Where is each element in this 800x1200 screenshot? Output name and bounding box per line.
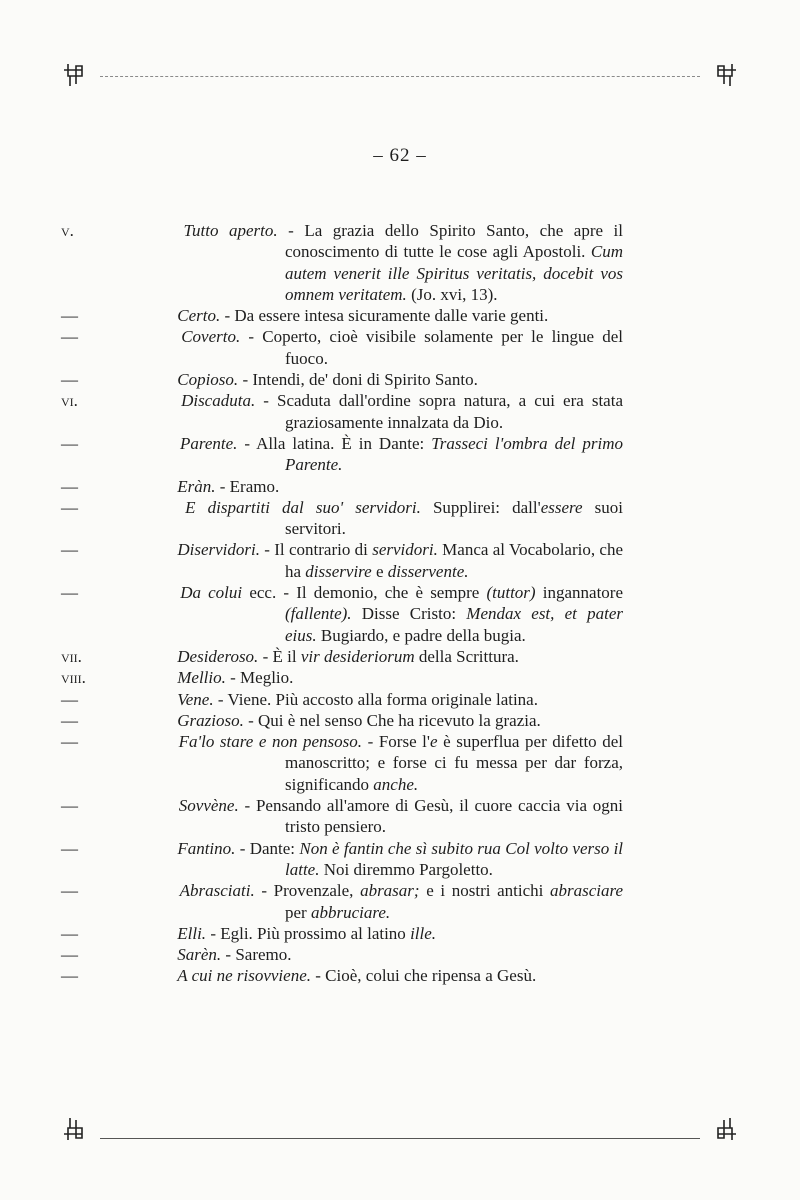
italic-text: Trasseci l'ombra del primo Parente. (285, 433, 623, 475)
note-entry: — A cui ne risovviene. - Cioè, colui che ripensa a Gesù. (61, 966, 537, 986)
italic-text: ille. (410, 923, 437, 943)
entry-text: - Eramo. (215, 476, 280, 496)
entry-text: Disse Cristo: (351, 604, 467, 624)
note-entry: — Coverto. - Coperto, cioè visibile solamente per le lingue del fuoco. (61, 327, 623, 368)
italic-text: Diservidori. (177, 540, 260, 560)
entry-text: della Scrittura. (414, 646, 519, 666)
entry-text: Supplirei: dall' (420, 497, 541, 517)
italic-text: Non è fantin che sì subito rua Col volto verso il latte. (285, 838, 624, 879)
note-entry: — Grazioso. - Qui è nel senso Che ha ricevuto la grazia. (61, 710, 541, 730)
entry-text: - Coperto, cioè visibile solamente per le lingue del fuoco. (240, 327, 623, 368)
entry-text: (Jo. xvi, 13). (406, 284, 498, 304)
corner-ornament-icon (62, 62, 88, 88)
italic-text: Certo. (177, 306, 221, 326)
italic-text: Sovvène. (178, 796, 239, 816)
note-entry: — Fantino. - Dante: Non è fantin che sì subito rua Col volto verso il latte. Noi diremmo Pargoletto. (61, 838, 624, 879)
note-entry: — Certo. - Da essere intesa sicuramente dalle varie genti. (61, 306, 549, 326)
bottom-rule (100, 1138, 700, 1139)
corner-ornament-icon (712, 1116, 738, 1142)
entry-text: - La grazia dello Spirito Santo, che apre il conoscimento di tutte le cose agli Apostoli. (277, 221, 623, 262)
italic-text: disservire (305, 561, 372, 581)
italic-text: Da colui (180, 583, 243, 603)
corner-ornament-icon (62, 1116, 88, 1142)
top-rule (100, 76, 700, 77)
note-entry: v. Tutto aperto. - La grazia dello Spirito Santo, che apre il conoscimento di tutte le cose agli Apostoli. Cum autem venerit ille Spiritus veritatis, docebit vos omnem veritatem. (Jo. xvi, 13). (61, 221, 623, 304)
note-entry: — Sovvène. - Pensando all'amore di Gesù, il cuore caccia via ogni tristo pensiero. (61, 796, 624, 837)
entry-text: e (371, 561, 388, 581)
entry-text: - Provenzale, (254, 881, 361, 901)
note-entry: — Parente. - Alla latina. È in Dante: Trasseci l'ombra del primo Parente. (61, 433, 623, 475)
note-entry: vi. Discaduta. - Scaduta dall'ordine sopra natura, a cui era stata graziosamente innalzata da Dio. (61, 391, 623, 432)
corner-ornament-icon (712, 62, 738, 88)
entry-text: - Saremo. (221, 945, 292, 965)
italic-text: abrasciare (549, 881, 624, 901)
entry-text: - Viene. Più accosto alla forma originale latina. (213, 689, 538, 709)
note-entry: — Eràn. - Eramo. (61, 476, 280, 496)
entry-text: suoi servitori. (285, 497, 624, 539)
entry-text: - Intendi, de' doni di Spirito Santo. (238, 370, 478, 390)
note-entry: — Copioso. - Intendi, de' doni di Spirito Santo. (61, 370, 478, 390)
italic-text: anche. (373, 774, 419, 794)
italic-text: Vene. (177, 689, 214, 709)
note-entry: — Fa'lo stare e non pensoso. - Forse l'e è superflua per difetto del manoscritto; e forse ci fu messa per dar forza, significando anche. (61, 732, 624, 794)
note-entry: — Diservidori. - Il contrario di servidori. Manca al Vocabolario, che ha disservire e disservente. (61, 540, 624, 581)
entry-text: Noi diremmo Pargoletto. (319, 859, 493, 879)
italic-text: e (429, 732, 438, 752)
entry-text: - Pensando all'amore di Gesù, il cuore caccia via ogni tristo pensiero. (238, 796, 624, 837)
italic-text: vir desideriorum (300, 646, 415, 666)
italic-text: servidori. (372, 540, 438, 560)
note-entry: — E dispartiti dal suo' servidori. Supplirei: dall'essere suoi servitori. (61, 497, 624, 539)
commentary-notes (61, 220, 624, 987)
entry-text: e i nostri antichi (419, 881, 550, 901)
entry-text: ingannatore (535, 583, 623, 603)
italic-text: Parente. (179, 433, 238, 453)
note-entry: — Da colui ecc. - Il demonio, che è sempre (tuttor) ingannatore (fallente). Disse Cristo: Mendax est, et pater eius. Bugiardo, e padre della bugia. (61, 583, 624, 645)
italic-text: Tutto aperto. (183, 221, 278, 240)
page-number: – 62 – (373, 145, 427, 166)
italic-text: Fa'lo stare e non pensoso. (178, 732, 363, 752)
entry-text: - Dante: (235, 838, 300, 858)
entry-text: - Il contrario di (259, 540, 373, 560)
italic-text: essere (540, 497, 583, 517)
italic-text: (tuttor) (486, 583, 536, 603)
entry-text: per (285, 902, 311, 922)
italic-text: Discaduta. (181, 391, 256, 411)
entry-text: è superflua per difetto del manoscritto; e forse ci fu messa per dar forza, significando (285, 732, 624, 794)
italic-text: Cum autem venerit ille Spiritus veritatis, docebit vos omnem veritatem. (285, 242, 623, 304)
italic-text: Elli. (177, 923, 207, 943)
entry-text: - Cioè, colui che ripensa a Gesù. (311, 966, 537, 986)
entry-text: Manca al Vocabolario, che ha (285, 540, 624, 581)
note-entry: — Elli. - Egli. Più prossimo al latino ille. (61, 923, 437, 943)
italic-text: Fantino. (177, 838, 236, 858)
note-entry: viii. Mellio. - Meglio. (61, 668, 294, 688)
note-entry: vii. Desideroso. - È il vir desideriorum della Scrittura. (61, 646, 519, 666)
italic-text: Sarèn. (177, 945, 222, 965)
italic-text: Eràn. (177, 476, 216, 496)
italic-text: Grazioso. (177, 710, 244, 730)
note-entry: — Abrasciati. - Provenzale, abrasar; e i nostri antichi abrasciare per abbruciare. (61, 881, 624, 922)
note-entry: — Sarèn. - Saremo. (61, 945, 292, 965)
entry-text: - Qui è nel senso Che ha ricevuto la grazia. (243, 710, 541, 730)
italic-text: Copioso. (177, 370, 239, 390)
italic-text: (fallente). (285, 604, 352, 624)
entry-text: - Alla latina. È in Dante: (237, 433, 432, 453)
entry-text: - Forse l' (362, 732, 430, 752)
italic-text: A cui ne risovviene. (177, 966, 312, 986)
entry-text: Bugiardo, e padre della bugia. (316, 625, 526, 645)
entry-text: - È il (258, 646, 301, 666)
italic-text: disservente. (387, 561, 469, 581)
entry-text: ecc. - Il demonio, che è sempre (242, 583, 487, 603)
entry-text: - Da essere intesa sicuramente dalle varie genti. (220, 306, 549, 326)
italic-text: E dispartiti dal suo' servidori. (185, 497, 421, 517)
italic-text: Abrasciati. (179, 881, 255, 901)
entry-text: - Scaduta dall'ordine sopra natura, a cui era stata graziosamente innalzata da Dio. (255, 391, 623, 432)
note-entry: — Vene. - Viene. Più accosto alla forma originale latina. (61, 689, 538, 709)
italic-text: Coverto. (181, 327, 241, 347)
italic-text: Desideroso. (177, 646, 259, 666)
italic-text: Mellio. (177, 668, 226, 688)
italic-text: Mendax est, et pater eius. (285, 604, 624, 645)
entry-text: - Meglio. (225, 668, 294, 688)
italic-text: abbruciare. (310, 902, 391, 922)
entry-text: - Egli. Più prossimo al latino (206, 923, 411, 943)
italic-text: abrasar; (360, 881, 420, 901)
